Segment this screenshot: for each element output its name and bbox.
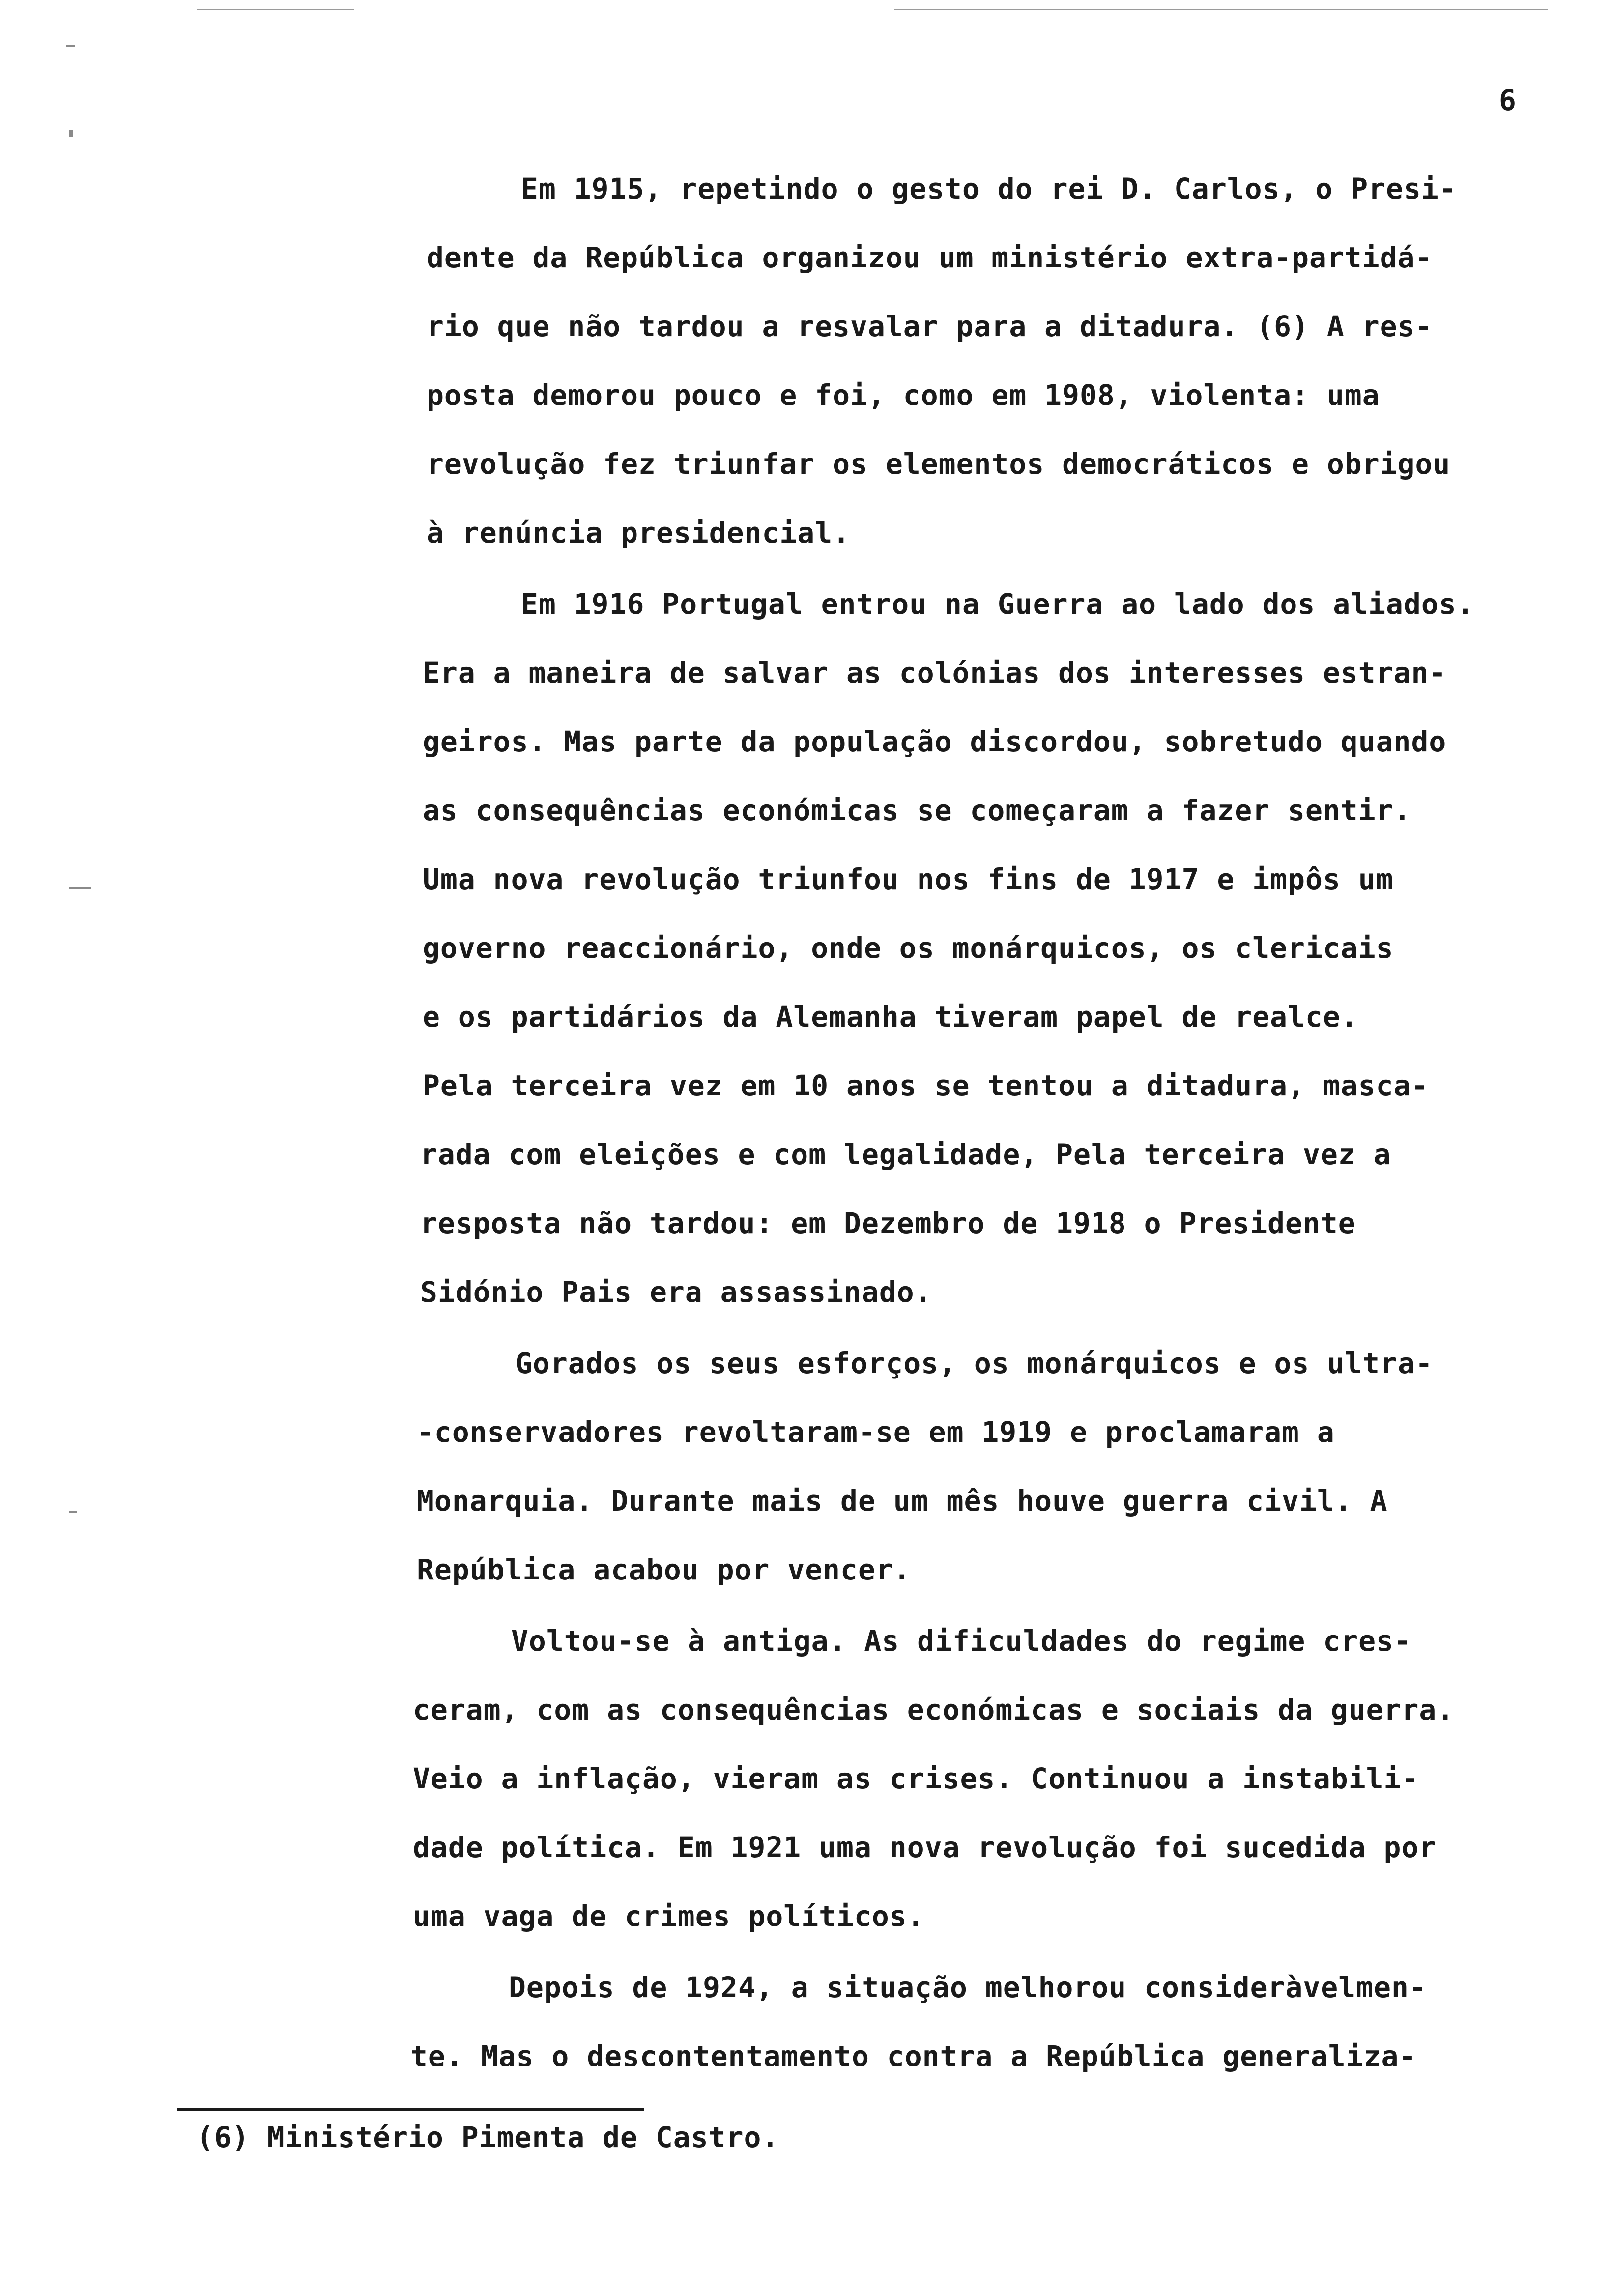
text-line: te. Mas o descontentamento contra a República generaliza-	[410, 2039, 1417, 2073]
text-line: Sidónio Pais era assassinado.	[420, 1275, 932, 1309]
text-line: -conservadores revoltaram-se em 1919 e proclamaram a	[417, 1415, 1335, 1449]
text-line: posta demorou pouco e foi, como em 1908, violenta: uma	[427, 378, 1380, 412]
text-line: Em 1916 Portugal entrou na Guerra ao lado dos aliados.	[521, 587, 1474, 621]
scan-edge-line	[894, 9, 1548, 10]
text-line: Era a maneira de salvar as colónias dos interesses estran-	[423, 656, 1447, 689]
text-line: governo reaccionário, onde os monárquicos, os clericais	[423, 931, 1394, 965]
text-line: geiros. Mas parte da população discordou, sobretudo quando	[423, 725, 1447, 758]
text-line: Veio a inflação, vieram as crises. Continuou a instabili-	[413, 1762, 1419, 1795]
text-line: e os partidários da Alemanha tiveram papel de realce.	[423, 1000, 1358, 1033]
text-line: República acabou por vencer.	[417, 1553, 911, 1586]
footnote-rule	[177, 2108, 644, 2111]
margin-mark	[69, 887, 91, 889]
page-number: 6	[1499, 84, 1516, 117]
scan-edge-line	[197, 9, 354, 10]
margin-mark	[66, 45, 75, 47]
text-line: uma vaga de crimes políticos.	[413, 1899, 925, 1933]
footnote: (6) Ministério Pimenta de Castro.	[197, 2121, 779, 2154]
text-line: rada com eleições e com legalidade, Pela terceira vez a	[420, 1138, 1391, 1171]
margin-mark	[69, 1511, 77, 1513]
text-line: revolução fez triunfar os elementos democráticos e obrigou	[427, 447, 1451, 481]
text-line: resposta não tardou: em Dezembro de 1918 o Presidente	[420, 1206, 1356, 1240]
text-line: Em 1915, repetindo o gesto do rei D. Carlos, o Presi-	[521, 172, 1457, 205]
text-line: à renúncia presidencial.	[427, 516, 851, 549]
text-line: dade política. Em 1921 uma nova revolução foi sucedida por	[413, 1831, 1437, 1864]
text-line: Depois de 1924, a situação melhorou consideràvelmen-	[509, 1971, 1427, 2004]
text-line: as consequências económicas se começaram a fazer sentir.	[423, 794, 1411, 827]
text-line: Gorados os seus esforços, os monárquicos e os ultra-	[515, 1347, 1433, 1380]
text-line: Pela terceira vez em 10 anos se tentou a ditadura, masca-	[423, 1069, 1429, 1102]
text-line: rio que não tardou a resvalar para a ditadura. (6) A res-	[427, 310, 1433, 343]
text-line: Uma nova revolução triunfou nos fins de 1917 e impôs um	[423, 862, 1394, 896]
text-line: ceram, com as consequências económicas e sociais da guerra.	[413, 1693, 1455, 1726]
text-line: Monarquia. Durante mais de um mês houve guerra civil. A	[417, 1484, 1388, 1518]
margin-mark	[69, 130, 73, 137]
text-line: Voltou-se à antiga. As dificuldades do regime cres-	[511, 1624, 1411, 1658]
text-line: dente da República organizou um ministério extra-partidá-	[427, 241, 1433, 274]
